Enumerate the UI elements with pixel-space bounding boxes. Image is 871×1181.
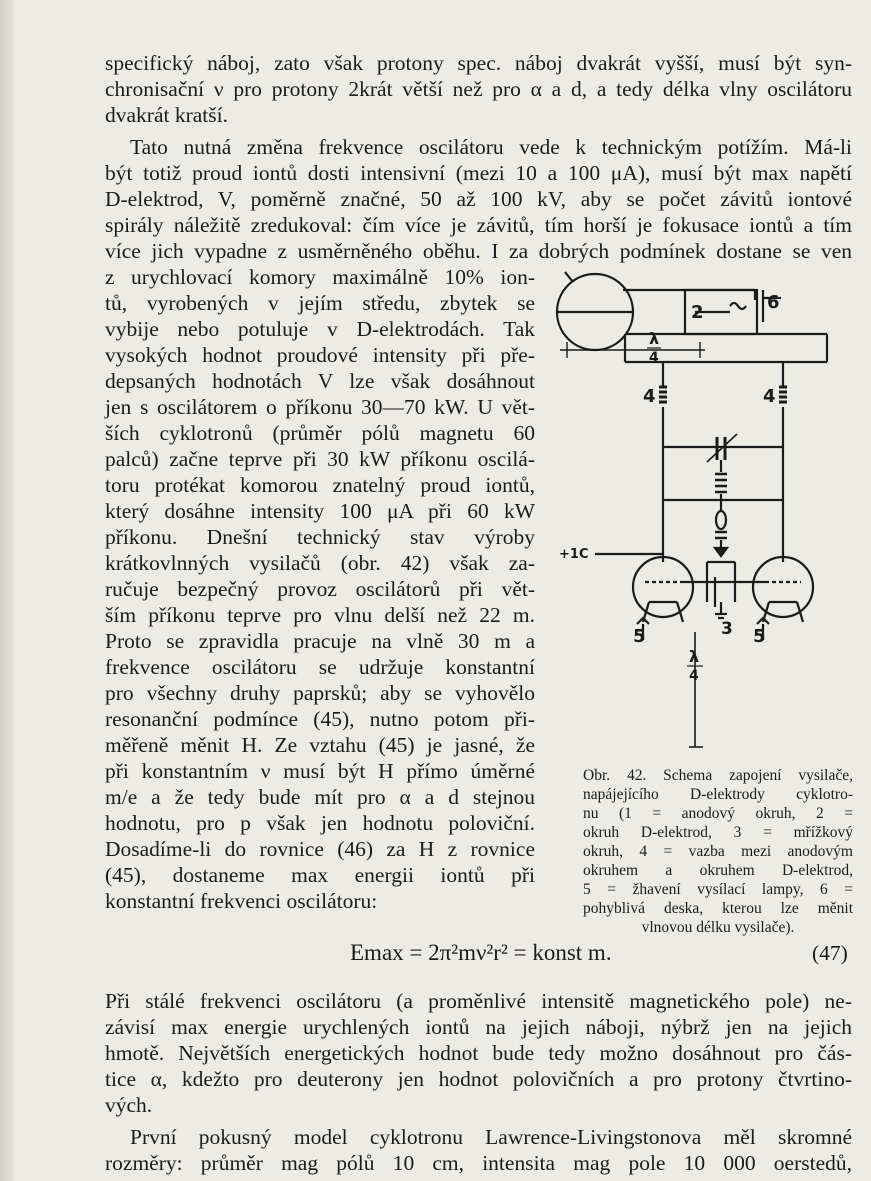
text-line: hmotě. Největších energetických hodnot bude tedy možno dosáhnout pro čás- <box>105 1041 852 1065</box>
text-line: toru protékat komorou znatelný proud iontů, <box>105 473 535 497</box>
text-line: rozměry: průměr mag pólů 10 cm, intensita mag pole 10 000 oerstedů, <box>105 1151 852 1175</box>
label-plus-1c: +1C <box>559 547 589 562</box>
text-line: spirály náležitě zredukoval: čím více je závitů, tím horší je fokusace iontů a tím <box>105 213 852 237</box>
text-line: ručuje bezpečný provoz oscilátorů při vět- <box>105 577 535 601</box>
text-line: Tato nutná změna frekvence oscilátoru vede k technickým potížím. Má-li <box>130 135 852 159</box>
text-line: tice α, kdežto pro deuterony jen hodnot polovičních a pro protony čtvrtino- <box>105 1067 852 1091</box>
text-line: vybije nebo potuluje v D-elektrodách. Tak <box>105 317 535 341</box>
figure-caption-line: okruh, 4 = vazba mezi anodovým <box>583 843 853 860</box>
text-line: být totiž proud iontů dosti intensivní (mezi 10 a 100 μA), musí být max napětí <box>105 161 852 185</box>
text-line: konstantní frekvenci oscilátoru: <box>105 889 378 913</box>
label-4-left: 4 <box>643 386 656 407</box>
figure-caption-line: Obr. 42. Schema zapojení vysilače, <box>583 767 853 784</box>
text-line: závisí max energie urychlených iontů na jejich náboji, nýbrž jen na jejich <box>105 1015 852 1039</box>
text-line: vysokých hodnot proudové intensity při pře- <box>105 343 535 367</box>
figure-caption-line: okruh D-elektrod, 3 = mřížkový <box>583 824 853 841</box>
text-line: více jich vypadne z usměrněného oběhu. I za dobrých podmínek dostane se ven <box>105 239 852 263</box>
text-line: m/e a že tedy bude mít pro α a d stejnou <box>105 785 535 809</box>
tube-right <box>753 557 813 617</box>
circuit-diagram <box>545 262 855 762</box>
text-line: (45), dostaneme max energii iontů při <box>105 863 535 887</box>
text-line: Proto se zpravidla pracuje na vlně 30 m a <box>105 629 535 653</box>
text-line: ších cyklotronů (průměr pólů magnetu 60 <box>105 421 535 445</box>
center-coil <box>715 474 727 492</box>
text-line: měřeně měnit H. Ze vztahu (45) je jasné, že <box>105 733 535 757</box>
label-lambda-top: λ <box>649 329 660 348</box>
text-line: D-elektrod, V, poměrně značné, 50 až 100 kV, aby se počet závitů iontové <box>105 187 852 211</box>
text-line: dvakrát kratší. <box>105 103 228 127</box>
text-line: tů, vyrobených v jejím středu, zbytek se <box>105 291 535 315</box>
text-line: Při stálé frekvenci oscilátoru (a proměnlivé intensitě magnetického pole) ne- <box>105 989 852 1013</box>
text-line: z urychlovací komory maximálně 10% ion- <box>105 265 535 289</box>
text-line: jen s oscilátorem o příkonu 30—70 kW. U vět- <box>105 395 535 419</box>
label-5-right: 5 <box>753 626 766 647</box>
coupling-coil-left <box>659 387 667 402</box>
text-line: pro všechny druhy paprsků; aby se vyhovělo <box>105 681 535 705</box>
label-quarter-top: 4 <box>649 350 659 366</box>
text-line: specifický náboj, zato však protony spec. náboj dvakrát vyšší, musí být syn- <box>105 51 852 75</box>
text-line: frekvence oscilátoru se udržuje konstantní <box>105 655 535 679</box>
label-5-left: 5 <box>633 626 646 647</box>
text-line: hodnotu, pro p však jen hodnotu poloviční. <box>105 811 535 835</box>
text-line: ším příkonu teprve pro vlnu delší než 22 m. <box>105 603 535 627</box>
text-line: depsaných hodnotách V lze však dosáhnout <box>105 369 535 393</box>
label-lambda-bottom: λ <box>689 647 700 666</box>
text-line: který dosáhne intensity 100 μA při 60 kW <box>105 499 535 523</box>
figure-caption-line: nu (1 = anodový okruh, 2 = <box>583 805 853 822</box>
formula-47: Emax = 2π²mν²r² = konst m. <box>350 940 612 965</box>
page-edge <box>0 0 14 1181</box>
figure-caption-line: vlnovou délku vysilače). <box>641 919 795 936</box>
text-line: První pokusný model cyklotronu Lawrence-Livingstonova měl skromné <box>130 1125 852 1149</box>
text-line: při konstantním ν musí být H přímo úměrné <box>105 759 535 783</box>
figure-caption-line: pohyblivá deska, kterou lze měnit <box>583 900 853 917</box>
label-2: 2 <box>691 302 704 323</box>
label-quarter-bottom: 4 <box>689 668 699 684</box>
figure-caption-line: 5 = žhavení vysílací lampy, 6 = <box>583 881 853 898</box>
text-line: chronisační ν pro protony 2krát větší než pro α a d, a tedy délka vlny oscilátoru <box>105 77 852 101</box>
coupling-coil-right <box>779 387 787 402</box>
label-3: 3 <box>721 619 733 639</box>
text-line: Dosadíme-li do rovnice (46) za H z rovnice <box>105 837 535 861</box>
text-line: vých. <box>105 1093 153 1117</box>
figure-caption-line: okruhem a okruhem D-elektrod, <box>583 862 853 879</box>
label-6: 6 <box>767 292 780 313</box>
text-line: příkonu. Dnešní technický stav výroby <box>105 525 535 549</box>
text-line: resonanční podmínce (45), nutno potom při- <box>105 707 535 731</box>
tube-left <box>633 557 693 617</box>
label-4-right: 4 <box>763 386 776 407</box>
figure-caption-line: napájejícího D-elektrody cyklotro- <box>583 786 853 803</box>
text-line: krátkovlnných vysilačů (obr. 42) však za- <box>105 551 535 575</box>
text-line: palců) začne teprve při 30 kW příkonu oscilá- <box>105 447 535 471</box>
equation-number: (47) <box>812 941 848 965</box>
